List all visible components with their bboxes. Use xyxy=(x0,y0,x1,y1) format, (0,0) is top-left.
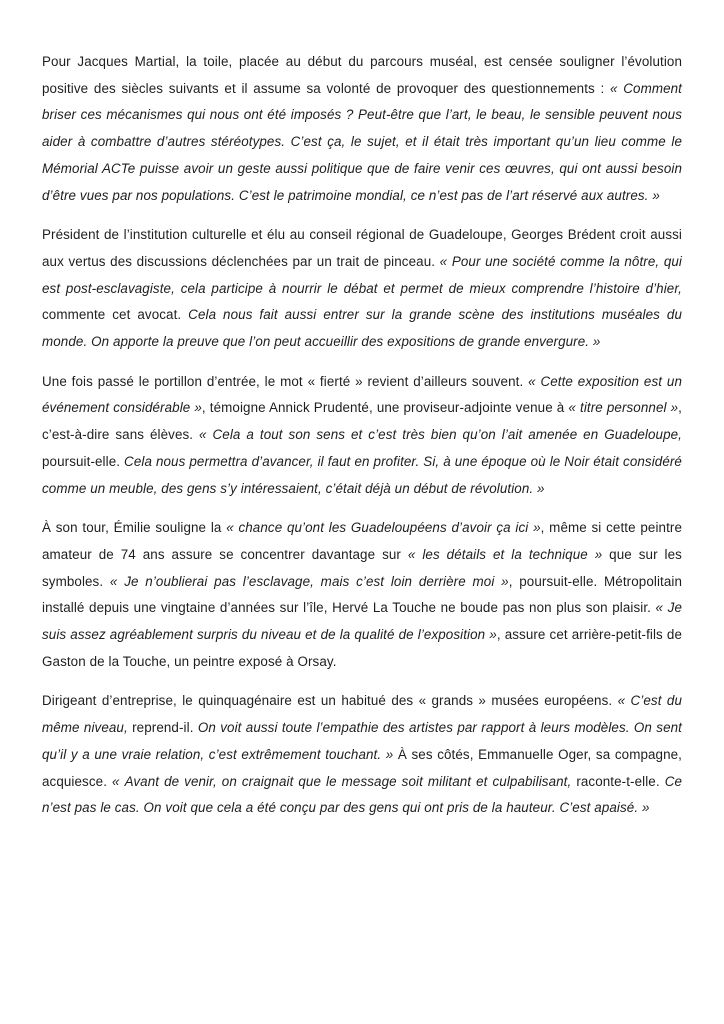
text-segment: , c’est-à-dire sans élèves. xyxy=(42,400,682,443)
article-body xyxy=(42,49,682,835)
text-segment: , poursuit-elle. Métropolitain installé depuis une vingtaine d’années sur l’île, Hervé La Touche ne boude pas non plus son plaisir. xyxy=(42,573,683,616)
text-segment: Pour Jacques Martial, la toile, placée au début du parcours muséal, est censée souligner l’évolution positive des siècles suivants et il assume sa volonté de provoquer des questionnements : xyxy=(42,54,682,96)
quote-text-segment: « Pour une société comme la nôtre, qui est post-esclavagiste, cela participe à nourrir le débat et permet de mieux comprendre l’histoire d’hier, xyxy=(42,253,682,296)
quote-text-segment: Ce n’est pas le cas. On voit que cela a été conçu par des gens qui ont pris de la hauteur. C’est apaisé. » xyxy=(42,773,683,816)
quote-text-segment: « C’est du même niveau, xyxy=(42,693,682,736)
paragraph xyxy=(42,688,682,822)
quote-text-segment: « Avant de venir, on craignait que le message soit militant et culpabilisant, xyxy=(112,773,577,789)
quote-text-segment: Cela nous fait aussi entrer sur la grande scène des institutions muséales du monde. On apporte la preuve que l’on peut accueillir des expositions de grande envergure. » xyxy=(42,307,683,350)
quote-text-segment: « titre personnel » xyxy=(568,400,679,416)
paragraph xyxy=(42,49,682,209)
quote-text-segment: « les détails et la technique » xyxy=(407,546,603,562)
text-segment: que sur les symboles. xyxy=(42,546,682,589)
quote-text-segment: « Cette exposition est un événement considérable » xyxy=(42,373,682,416)
paragraph xyxy=(42,222,682,356)
text-segment: À son tour, Émilie souligne la xyxy=(42,520,227,536)
text-segment: Président de l’institution culturelle et élu au conseil régional de Guadeloupe, Georges Brédent croit aussi aux vertus des discussions déclenchées par un trait de pinceau. xyxy=(42,227,682,269)
text-segment: Dirigeant d’entreprise, le quinquagénaire est un habitué des « grands » musées européens. xyxy=(42,693,618,709)
quote-text-segment: « Cela a tout son sens et c’est très bien qu’on l’ait amenée en Guadeloupe, xyxy=(199,427,683,443)
quote-text-segment: Cela nous permettra d’avancer, il faut en profiter. Si, à une époque où le Noir était considéré comme un meuble, des gens s’y intéressaient, c’était déjà un début de révolution. » xyxy=(42,453,682,496)
quote-text-segment: « Comment briser ces mécanismes qui nous ont été imposés ? Peut-être que l’art, le beau, le sensible peuvent nous aider à combattre d’autres stéréotypes. C’est ça, le sujet, et il était très important qu’un lieu comme le Mémorial ACTe puisse avoir un geste aussi politique que de faire venir ces œuvres, qui ont aussi besoin d’être vues par nos populations. C’est le patrimoine mondial, ce n’est pas de l’art réservé aux autres. » xyxy=(42,80,682,203)
text-segment: reprend-il. xyxy=(132,720,198,736)
quote-text-segment: « chance qu’ont les Guadeloupéens d’avoir ça ici » xyxy=(226,520,541,536)
paragraph xyxy=(42,515,682,675)
quote-text-segment: On voit aussi toute l’empathie des artistes par rapport à leurs modèles. On sent qu’il y a une vraie relation, c’est extrêmement touchant. » xyxy=(42,720,682,762)
text-segment: commente cet avocat. xyxy=(42,307,189,323)
text-segment: Une fois passé le portillon d’entrée, le mot « fierté » revient d’ailleurs souvent. xyxy=(42,373,529,389)
text-segment: , assure cet arrière-petit-fils de Gaston de la Touche, un peintre exposé à Orsay. xyxy=(42,627,682,669)
text-segment: À ses côtés, Emmanuelle Oger, sa compagne, acquiesce. xyxy=(42,746,683,789)
paragraph xyxy=(42,369,682,503)
text-segment: , même si cette peintre amateur de 74 ans assure se concentrer davantage sur xyxy=(42,520,683,562)
text-segment: raconte-t-elle. xyxy=(576,773,665,789)
text-segment: , témoigne Annick Prudenté, une proviseur-adjointe venue à xyxy=(201,400,569,416)
quote-text-segment: « Je n’oublierai pas l’esclavage, mais c’est loin derrière moi » xyxy=(109,573,509,589)
text-segment: poursuit-elle. xyxy=(42,453,125,469)
quote-text-segment: « Je suis assez agréablement surpris du niveau et de la qualité de l’exposition » xyxy=(42,600,682,643)
